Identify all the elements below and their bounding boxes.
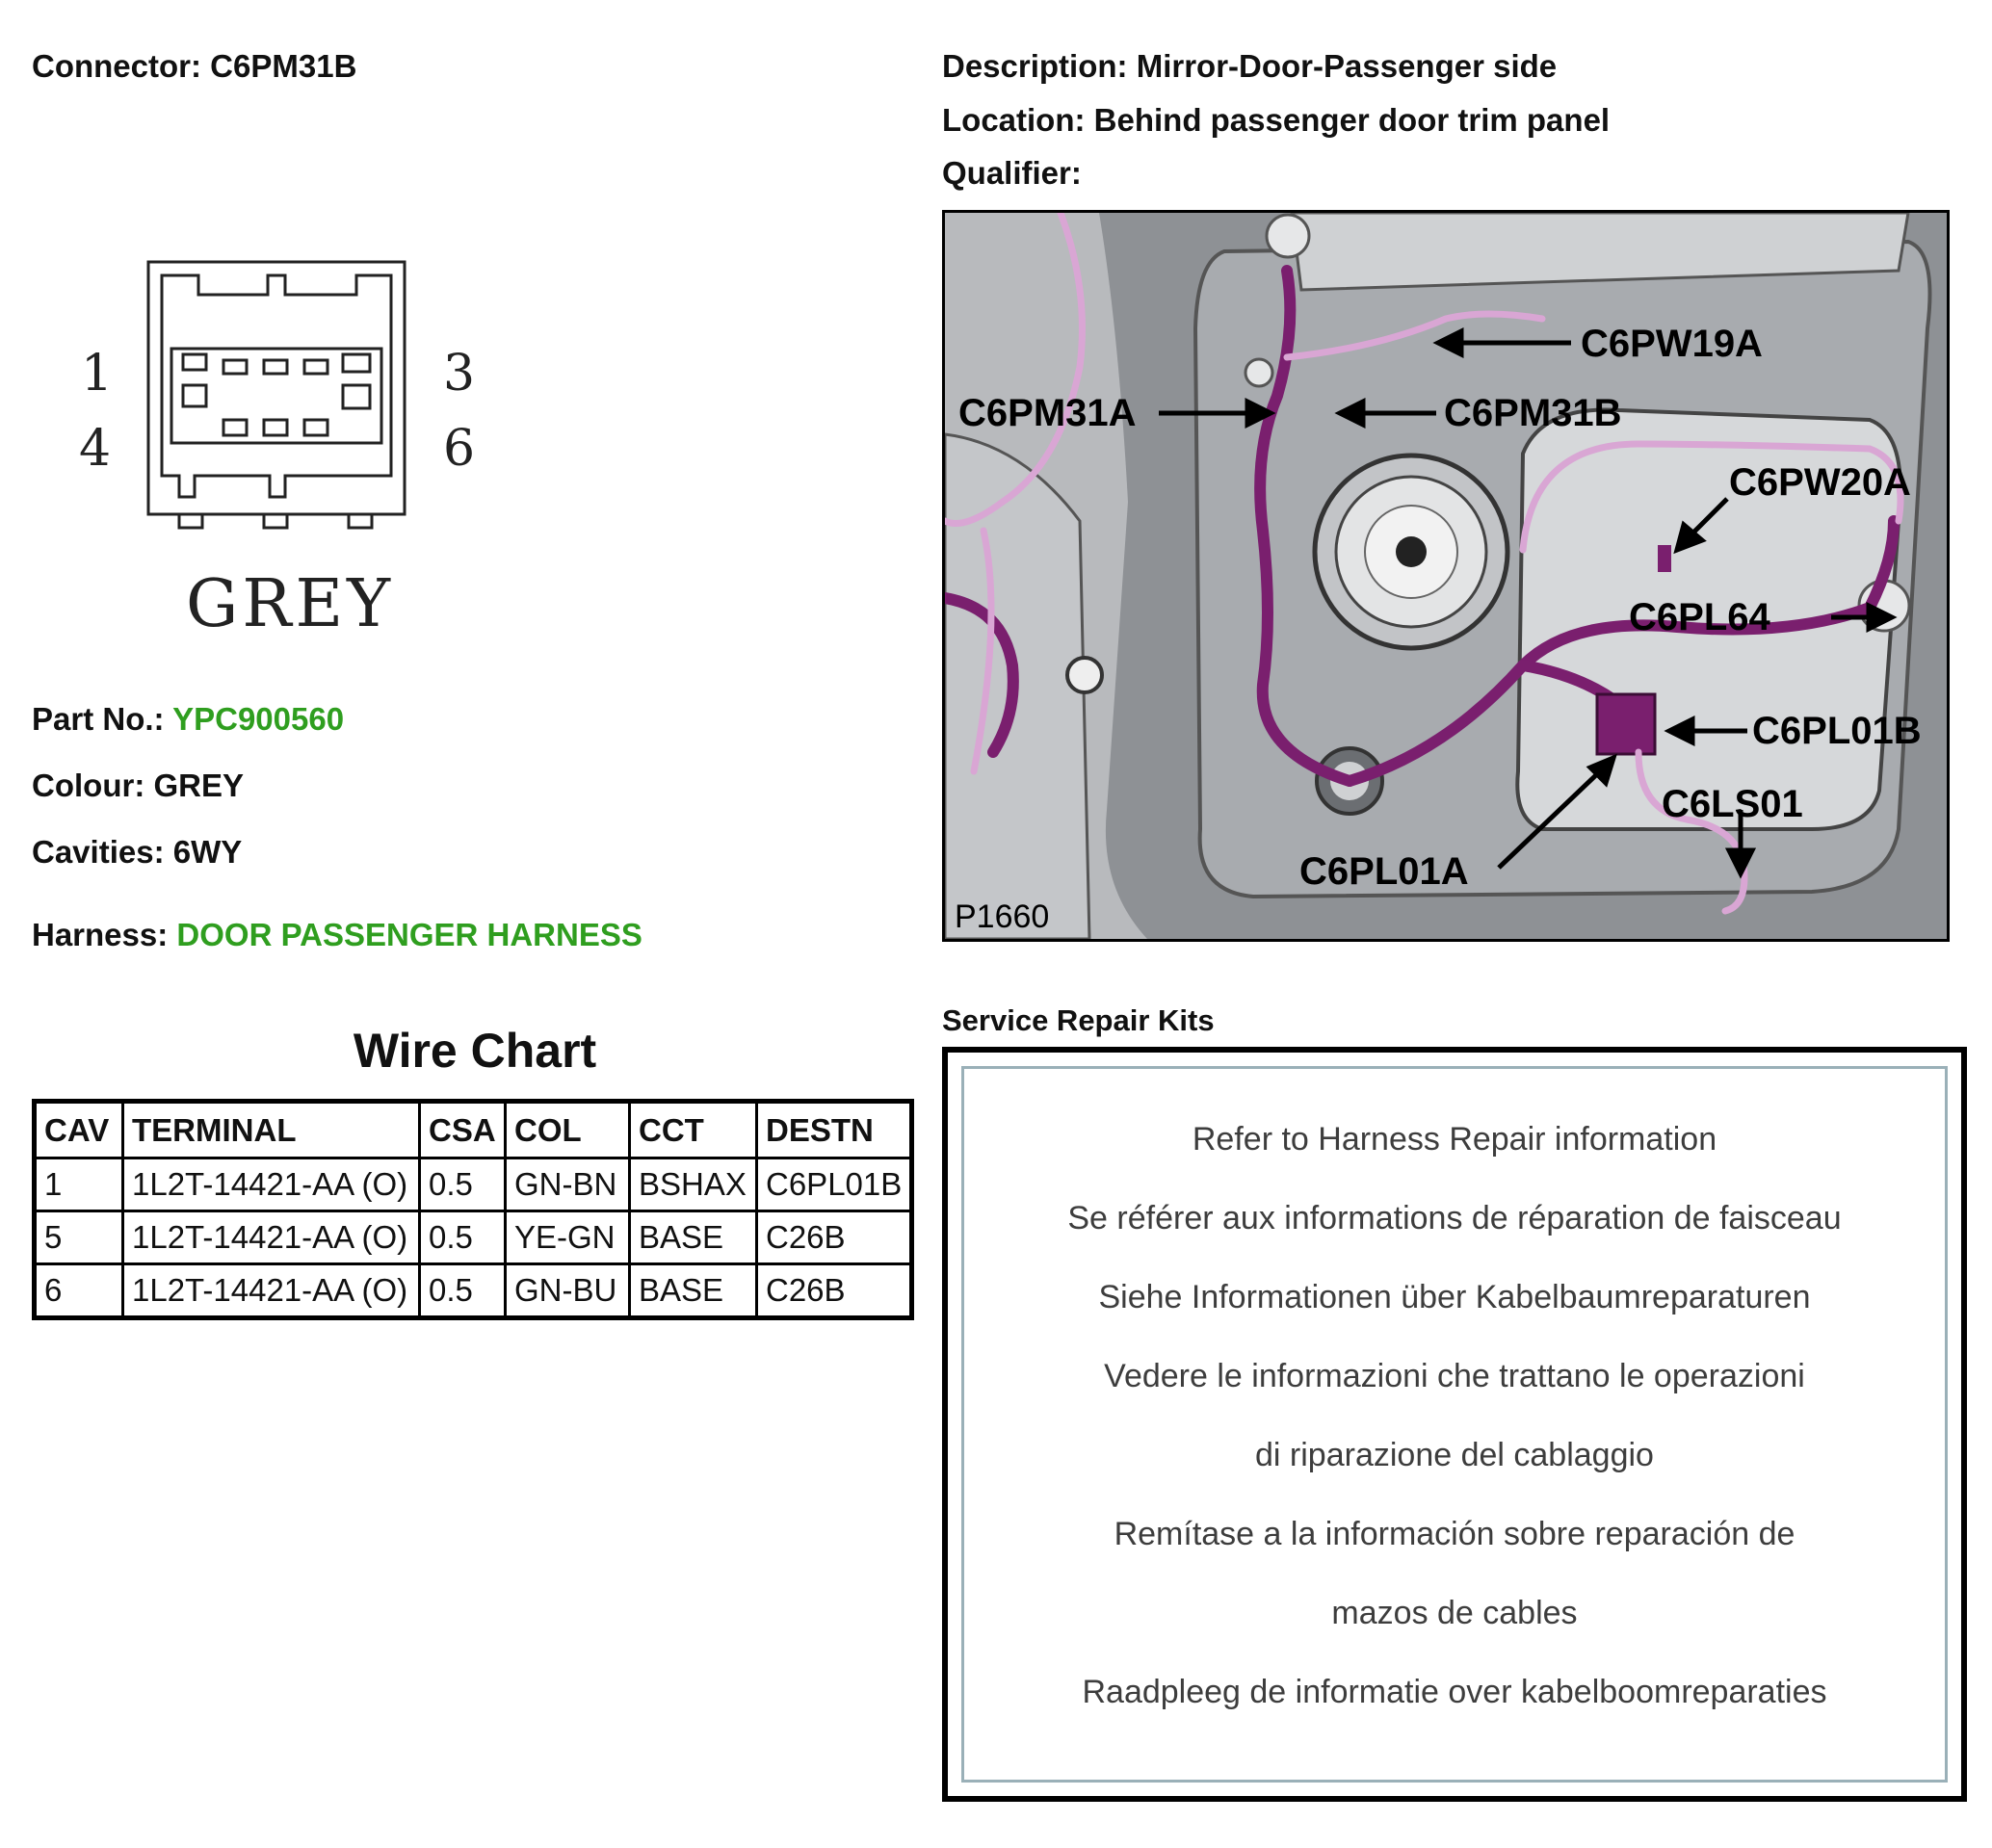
description-value: Mirror-Door-Passenger side bbox=[1136, 48, 1558, 84]
cell-cav: 6 bbox=[35, 1264, 123, 1318]
callout-c6pl01a: C6PL01A bbox=[1299, 850, 1469, 893]
header-terminal: TERMINAL bbox=[123, 1102, 420, 1158]
cell-terminal: 1L2T-14421-AA (O) bbox=[123, 1264, 420, 1318]
cell-cct: BASE bbox=[630, 1211, 757, 1264]
colour-line bbox=[32, 768, 244, 804]
repair-line-it-1: Vedere le informazioni che trattano le operazioni bbox=[1104, 1358, 1805, 1394]
cavities-label: Cavities: bbox=[32, 834, 165, 870]
repair-line-fr: Se référer aux informations de réparation de faisceau bbox=[1067, 1200, 1842, 1236]
header-csa: CSA bbox=[420, 1102, 506, 1158]
pin-label-4: 4 bbox=[79, 420, 112, 478]
cell-cct: BASE bbox=[630, 1264, 757, 1318]
repair-line-en: Refer to Harness Repair information bbox=[1192, 1121, 1717, 1158]
cell-destn: C26B bbox=[757, 1211, 912, 1264]
cell-col: YE-GN bbox=[506, 1211, 630, 1264]
callout-c6ls01: C6LS01 bbox=[1662, 783, 1803, 825]
service-repair-inner bbox=[961, 1066, 1948, 1783]
callout-c6pl64: C6PL64 bbox=[1629, 596, 1770, 638]
location-line bbox=[942, 102, 1610, 139]
header-col: COL bbox=[506, 1102, 630, 1158]
header-cav: CAV bbox=[35, 1102, 123, 1158]
wire-chart-table bbox=[32, 1099, 914, 1320]
qualifier-line bbox=[942, 155, 1082, 192]
table-row bbox=[35, 1264, 912, 1318]
cell-destn: C6PL01B bbox=[757, 1158, 912, 1211]
cell-csa: 0.5 bbox=[420, 1211, 506, 1264]
callout-arrows bbox=[945, 213, 1947, 939]
cell-destn: C26B bbox=[757, 1264, 912, 1318]
photo-id-label: P1660 bbox=[955, 898, 1050, 935]
pin-label-6: 6 bbox=[443, 420, 476, 478]
cell-terminal: 1L2T-14421-AA (O) bbox=[123, 1158, 420, 1211]
table-row bbox=[35, 1158, 912, 1211]
cell-csa: 0.5 bbox=[420, 1158, 506, 1211]
service-repair-box bbox=[942, 1047, 1967, 1802]
callout-c6pm31b: C6PM31B bbox=[1444, 392, 1622, 434]
callout-c6pm31a: C6PM31A bbox=[958, 392, 1137, 434]
description-line bbox=[942, 48, 1557, 85]
connector-label: Connector: bbox=[32, 48, 201, 84]
harness-label: Harness: bbox=[32, 917, 169, 952]
connector-heading bbox=[32, 48, 356, 85]
cell-terminal: 1L2T-14421-AA (O) bbox=[123, 1211, 420, 1264]
location-photo bbox=[942, 210, 1950, 942]
colour-value: GREY bbox=[153, 768, 245, 803]
connector-colour-caption: GREY bbox=[186, 566, 395, 642]
cell-cct: BSHAX bbox=[630, 1158, 757, 1211]
wire-chart-title: Wire Chart bbox=[353, 1024, 597, 1078]
repair-line-de: Siehe Informationen über Kabelbaumreparaturen bbox=[1098, 1279, 1811, 1315]
repair-line-nl: Raadpleeg de informatie over kabelboomreparaties bbox=[1082, 1674, 1827, 1710]
cavities-value: 6WY bbox=[172, 834, 243, 870]
header-cct: CCT bbox=[630, 1102, 757, 1158]
colour-label: Colour: bbox=[32, 768, 145, 803]
cavities-line bbox=[32, 834, 242, 871]
callout-c6pw20a: C6PW20A bbox=[1729, 461, 1911, 504]
connector-value: C6PM31B bbox=[210, 48, 357, 84]
location-value: Behind passenger door trim panel bbox=[1093, 102, 1611, 138]
header-destn: DESTN bbox=[757, 1102, 912, 1158]
repair-line-it-2: di riparazione del cablaggio bbox=[1255, 1437, 1654, 1473]
cell-col: GN-BU bbox=[506, 1264, 630, 1318]
pin-label-1: 1 bbox=[81, 345, 114, 403]
service-repair-title: Service Repair Kits bbox=[942, 1003, 1215, 1037]
table-row bbox=[35, 1211, 912, 1264]
pin-label-3: 3 bbox=[443, 345, 476, 403]
callout-c6pw19a: C6PW19A bbox=[1581, 323, 1763, 365]
callout-c6pl01b: C6PL01B bbox=[1752, 710, 1922, 752]
cell-cav: 5 bbox=[35, 1211, 123, 1264]
repair-line-es-1: Remítase a la información sobre reparación de bbox=[1114, 1516, 1795, 1552]
cell-csa: 0.5 bbox=[420, 1264, 506, 1318]
location-label: Location: bbox=[942, 102, 1086, 138]
cell-cav: 1 bbox=[35, 1158, 123, 1211]
qualifier-label: Qualifier: bbox=[942, 155, 1082, 191]
harness-line bbox=[32, 917, 642, 953]
part-no-link[interactable]: YPC900560 bbox=[172, 701, 345, 737]
description-label: Description: bbox=[942, 48, 1128, 84]
part-no-label: Part No.: bbox=[32, 701, 165, 737]
cell-col: GN-BN bbox=[506, 1158, 630, 1211]
wire-chart-header-row bbox=[35, 1102, 912, 1158]
repair-line-es-2: mazos de cables bbox=[1331, 1595, 1578, 1631]
connector-face-diagram bbox=[144, 258, 414, 547]
part-no-line bbox=[32, 701, 344, 738]
harness-link[interactable]: DOOR PASSENGER HARNESS bbox=[176, 917, 642, 952]
